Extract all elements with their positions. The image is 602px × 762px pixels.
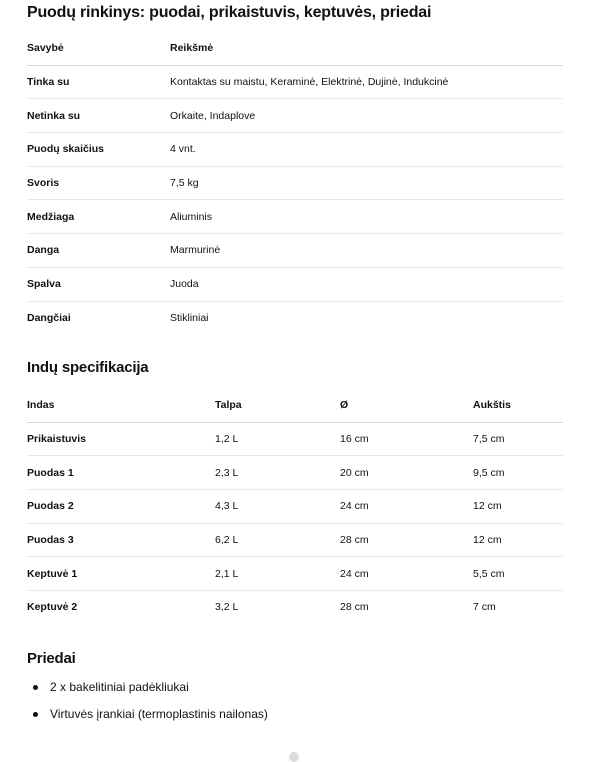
list-item: 2 x bakelitiniai padėkliukai: [27, 677, 268, 697]
table-row: [27, 234, 563, 268]
vessel-name: Keptuvė 1: [27, 557, 215, 591]
table-header-row: [27, 389, 563, 422]
table-row: [27, 99, 563, 133]
list-item: Virtuvės įrankiai (termoplastinis nailonas): [27, 704, 268, 724]
property-name: Tinka su: [27, 65, 170, 99]
vessel-capacity: 6,2 L: [215, 523, 340, 557]
table-row: [27, 133, 563, 167]
property-value: Aliuminis: [170, 200, 563, 234]
vessel-height: 12 cm: [473, 523, 563, 557]
vessel-capacity: 4,3 L: [215, 490, 340, 524]
vessel-capacity: 2,1 L: [215, 557, 340, 591]
table-row: [27, 456, 563, 490]
table-row: [27, 267, 563, 301]
column-header: Aukštis: [473, 389, 563, 422]
property-name: Puodų skaičius: [27, 133, 170, 167]
vessel-name: Puodas 1: [27, 456, 215, 490]
vessel-name: Prikaistuvis: [27, 422, 215, 456]
properties-table: [27, 32, 563, 334]
vessel-capacity: 1,2 L: [215, 422, 340, 456]
column-header: Savybė: [27, 32, 170, 65]
column-header: Ø: [340, 389, 473, 422]
vessel-capacity: 2,3 L: [215, 456, 340, 490]
table-header-row: [27, 32, 563, 65]
accessories-heading: Priedai: [27, 650, 76, 667]
vessel-height: 5,5 cm: [473, 557, 563, 591]
table-row: [27, 200, 563, 234]
property-value: Orkaite, Indaplove: [170, 99, 563, 133]
vessel-capacity: 3,2 L: [215, 601, 239, 614]
property-value: 7,5 kg: [170, 166, 563, 200]
vessel-name: Puodas 3: [27, 523, 215, 557]
property-value: 4 vnt.: [170, 133, 563, 167]
vessel-diameter: 24 cm: [340, 490, 473, 524]
table-row: [27, 523, 563, 557]
table-row: [27, 591, 563, 624]
property-name: Netinka su: [27, 99, 170, 133]
column-header: Reikšmė: [170, 32, 563, 65]
property-name: Dangčiai: [27, 311, 71, 324]
column-header: Indas: [27, 389, 215, 422]
table-row: [27, 166, 563, 200]
table-row: [27, 65, 563, 99]
page-title: Puodų rinkinys: puodai, prikaistuvis, keptuvės, priedai: [27, 4, 432, 21]
vessel-diameter: 24 cm: [340, 557, 473, 591]
column-header: Talpa: [215, 389, 340, 422]
vessels-table: [27, 389, 563, 624]
table-row: [27, 422, 563, 456]
property-value: Juoda: [170, 267, 563, 301]
property-value: Stikliniai: [170, 311, 209, 324]
property-name: Danga: [27, 234, 170, 268]
property-value: Kontaktas su maistu, Keraminė, Elektrinė, Dujinė, Indukcinė: [170, 65, 563, 99]
table-row: [27, 301, 563, 334]
property-name: Medžiaga: [27, 200, 170, 234]
table-row: [27, 490, 563, 524]
vessel-diameter: 16 cm: [340, 422, 473, 456]
vessel-name: Keptuvė 2: [27, 601, 78, 614]
vessel-height: 7,5 cm: [473, 422, 563, 456]
table-row: [27, 557, 563, 591]
vessel-diameter: 28 cm: [340, 523, 473, 557]
accessories-list: [27, 677, 268, 731]
property-value: Marmurinė: [170, 234, 563, 268]
vessels-heading: Indų specifikacija: [27, 359, 149, 376]
partial-circle-decoration: [289, 752, 299, 762]
vessel-height: 9,5 cm: [473, 456, 563, 490]
vessel-diameter: 20 cm: [340, 456, 473, 490]
vessel-name: Puodas 2: [27, 490, 215, 524]
vessel-height: 7 cm: [473, 601, 496, 614]
vessel-diameter: 28 cm: [340, 601, 369, 614]
property-name: Svoris: [27, 166, 170, 200]
vessel-height: 12 cm: [473, 490, 563, 524]
property-name: Spalva: [27, 267, 170, 301]
